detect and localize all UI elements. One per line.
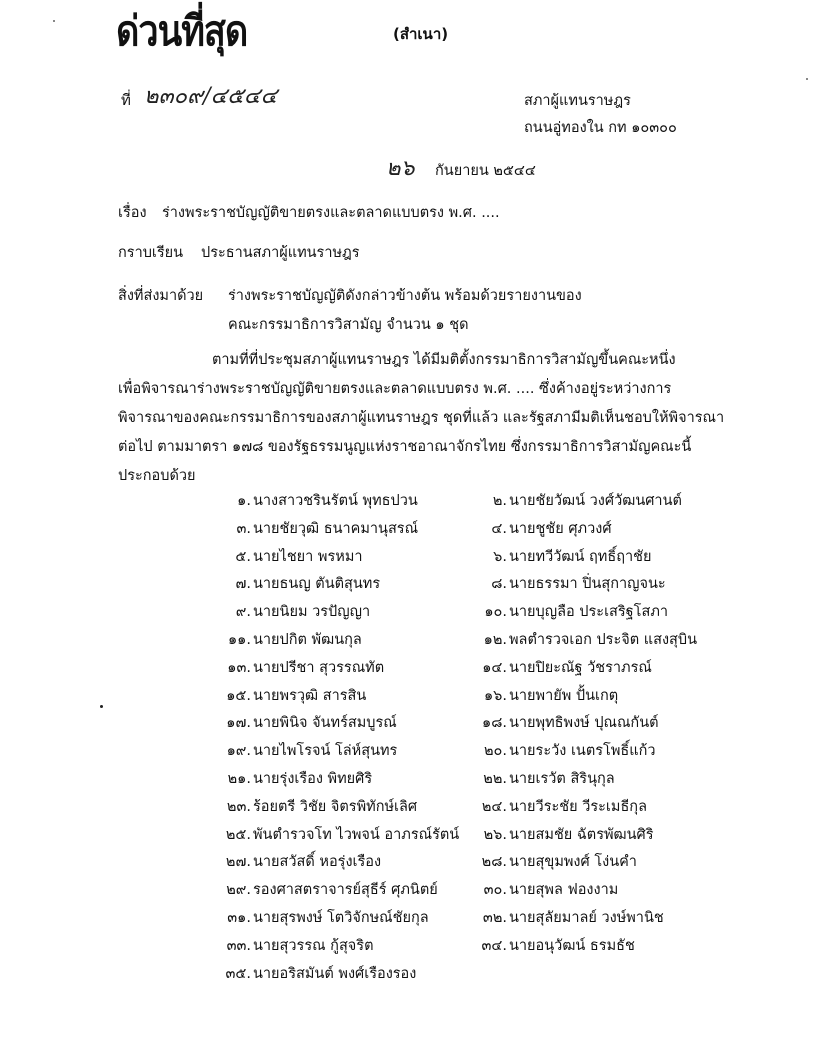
enclosure-label: สิ่งที่ส่งมาด้วย xyxy=(118,288,204,304)
member-name: นายสุวรรณ กู้สุจริต xyxy=(253,938,374,954)
member-number: ๘. xyxy=(491,576,507,592)
member-number: ๒๑. xyxy=(227,771,251,787)
member-name: นายบุญลือ ประเสริฐโสภา xyxy=(509,604,669,620)
member-number: ๒๙. xyxy=(226,882,251,898)
member-number: ๑๙. xyxy=(226,743,251,759)
body-line: ตามที่ที่ประชุมสภาผู้แทนราษฎร ได้มีมติตั้งกรรมาธิการวิสามัญขึ้นคณะหนึ่ง xyxy=(212,352,676,368)
member-number: ๒๕. xyxy=(225,827,251,843)
member-number: ๓๒. xyxy=(482,910,507,926)
member-number: ๔. xyxy=(491,521,507,537)
scan-dot xyxy=(100,705,103,708)
org-name: สภาผู้แทนราษฎร xyxy=(524,93,631,109)
subject-text: ร่างพระราชบัญญัติขายตรงและตลาดแบบตรง พ.ศ. .... xyxy=(162,205,500,221)
member-name: นายพุทธิพงษ์ ปุณณกันต์ xyxy=(509,715,659,731)
member-number: ๒๘. xyxy=(481,854,507,870)
member-number: ๑๒. xyxy=(483,632,507,648)
member-number: ๒๒. xyxy=(483,771,507,787)
member-number: ๒๓. xyxy=(226,799,251,815)
member-number: ๗. xyxy=(235,576,251,592)
member-name: นายระวัง เนตรโพธิ์แก้ว xyxy=(509,743,656,759)
member-name: นายอริสมันต์ พงศ์เรืองรอง xyxy=(253,966,417,982)
member-name: นายปกิต พัฒนกุล xyxy=(253,632,362,648)
reference-prefix: ที่ xyxy=(121,91,131,109)
member-number: ๓๓. xyxy=(226,938,251,954)
member-name: นายไพโรจน์ โล่ห์สุนทร xyxy=(253,743,398,759)
member-name: นายธรรมา ปิ่นสุกาญจนะ xyxy=(509,576,666,592)
copy-label: (สำเนา) xyxy=(393,25,449,43)
member-name: นายไชยา พรหมา xyxy=(253,549,363,565)
date-month-year: กันยายน ๒๕๔๔ xyxy=(435,163,536,179)
member-number: ๑๔. xyxy=(482,660,507,676)
member-number: ๕. xyxy=(235,549,251,565)
member-number: ๑๐. xyxy=(484,604,507,620)
member-name: นายสุพล ฟองงาม xyxy=(509,882,619,898)
member-number: ๓๑. xyxy=(227,910,251,926)
member-number: ๒๖. xyxy=(483,827,507,843)
member-name: นายพรวุฒิ สารสิน xyxy=(253,688,367,704)
body-line: พิจารณาของคณะกรรมาธิการของสภาผู้แทนราษฎร ชุดที่แล้ว และรัฐสภามีมติเห็นชอบให้พิจารณา xyxy=(118,410,725,426)
member-number: ๑๕. xyxy=(226,688,251,704)
member-name: นายอนุวัฒน์ ธรมธัช xyxy=(509,938,635,954)
member-name: นายพินิจ จันทร์สมบูรณ์ xyxy=(253,715,397,731)
date-day: ๒๖ xyxy=(386,156,415,181)
member-number: ๖. xyxy=(493,549,507,565)
member-number: ๒๐. xyxy=(483,743,507,759)
scan-speck xyxy=(53,20,55,22)
scan-speck xyxy=(806,78,808,80)
addressee-text: ประธานสภาผู้แทนราษฎร xyxy=(201,245,360,261)
member-name: นายสวัสดิ์ หอรุ่งเรือง xyxy=(253,854,382,870)
member-name: นายชูชัย ศุภวงศ์ xyxy=(509,521,612,537)
member-name: นายสุรพงษ์ โตวิจักษณ์ชัยกุล xyxy=(253,910,429,926)
member-number: ๒๗. xyxy=(225,854,251,870)
body-line: ประกอบด้วย xyxy=(118,468,196,484)
member-name: พันตำรวจโท ไวพจน์ อาภรณ์รัตน์ xyxy=(253,827,460,843)
subject-label: เรื่อง xyxy=(118,205,147,221)
member-name: นายรุ่งเรือง พิทยศิริ xyxy=(253,771,373,787)
member-number: ๓. xyxy=(236,521,251,537)
member-name: นายปรีชา สุวรรณทัต xyxy=(253,660,385,676)
member-number: ๒. xyxy=(492,493,507,509)
member-number: ๑๘. xyxy=(482,715,507,731)
member-name: นายพายัพ ปั้นเกตุ xyxy=(509,688,619,704)
urgent-heading: ด่วนที่สุด xyxy=(116,7,248,56)
member-number: ๑๑. xyxy=(227,632,251,648)
member-name: ร้อยตรี วิชัย จิตรพิทักษ์เลิศ xyxy=(253,799,418,815)
member-name: นายเรวัต สิรินุกุล xyxy=(509,771,615,787)
member-name: นายชัยวัฒน์ วงศ์วัฒนศานต์ xyxy=(509,493,682,509)
member-number: ๑๗. xyxy=(226,715,251,731)
member-name: นายทวีวัฒน์ ฤทธิ์ฤาชัย xyxy=(509,549,652,565)
member-number: ๑. xyxy=(237,493,251,509)
member-number: ๑๓. xyxy=(227,660,251,676)
body-paragraph xyxy=(118,346,738,491)
addressee-label: กราบเรียน xyxy=(118,245,184,261)
reference-number: ๒๓๐๙/๔๕๔๔ xyxy=(144,84,278,109)
member-name: รองศาสตราจารย์สุธีร์ ศุภนิตย์ xyxy=(253,882,438,898)
member-number: ๓๔. xyxy=(481,938,507,954)
body-line: ต่อไป ตามมาตรา ๑๗๘ ของรัฐธรรมนูญแห่งราชอาณาจักรไทย ซึ่งกรรมาธิการวิสามัญคณะนี้ xyxy=(118,439,692,455)
body-line: เพื่อพิจารณาร่างพระราชบัญญัติขายตรงและตลาดแบบตรง พ.ศ. .... ซึ่งค้างอยู่ระหว่างการ xyxy=(118,381,672,397)
member-name: นายวีระชัย วีระเมธีกุล xyxy=(509,799,647,815)
member-name: นายปิยะณัฐ วัชราภรณ์ xyxy=(509,660,652,676)
enclosure-line: คณะกรรมาธิการวิสามัญ จำนวน ๑ ชุด xyxy=(228,317,469,333)
member-name: นายธนญ ตันติสุนทร xyxy=(253,576,381,592)
member-number: ๙. xyxy=(235,604,251,620)
member-number: ๓๕. xyxy=(225,966,251,982)
member-name: นายสมชัย ฉัตรพัฒนศิริ xyxy=(509,827,654,843)
member-name: นายนิยม วรปัญญา xyxy=(253,604,371,620)
member-name: นายสุขุมพงศ์ โง่นคำ xyxy=(509,854,637,870)
member-name: นายสุลัยมาลย์ วงษ์พานิช xyxy=(509,910,664,926)
member-number: ๒๔. xyxy=(481,799,507,815)
member-number: ๑๖. xyxy=(483,688,507,704)
member-name: นางสาวชรินรัตน์ พุทธปวน xyxy=(253,493,418,509)
member-number: ๓๐. xyxy=(483,882,507,898)
org-address: ถนนอู่ทองใน กท ๑๐๓๐๐ xyxy=(524,120,677,136)
member-name: นายชัยวุฒิ ธนาคมานุสรณ์ xyxy=(253,521,419,537)
enclosure-line: ร่างพระราชบัญญัติดังกล่าวข้างต้น พร้อมด้วยรายงานของ xyxy=(228,288,582,304)
member-name: พลตำรวจเอก ประจิต แสงสุบิน xyxy=(509,632,698,648)
